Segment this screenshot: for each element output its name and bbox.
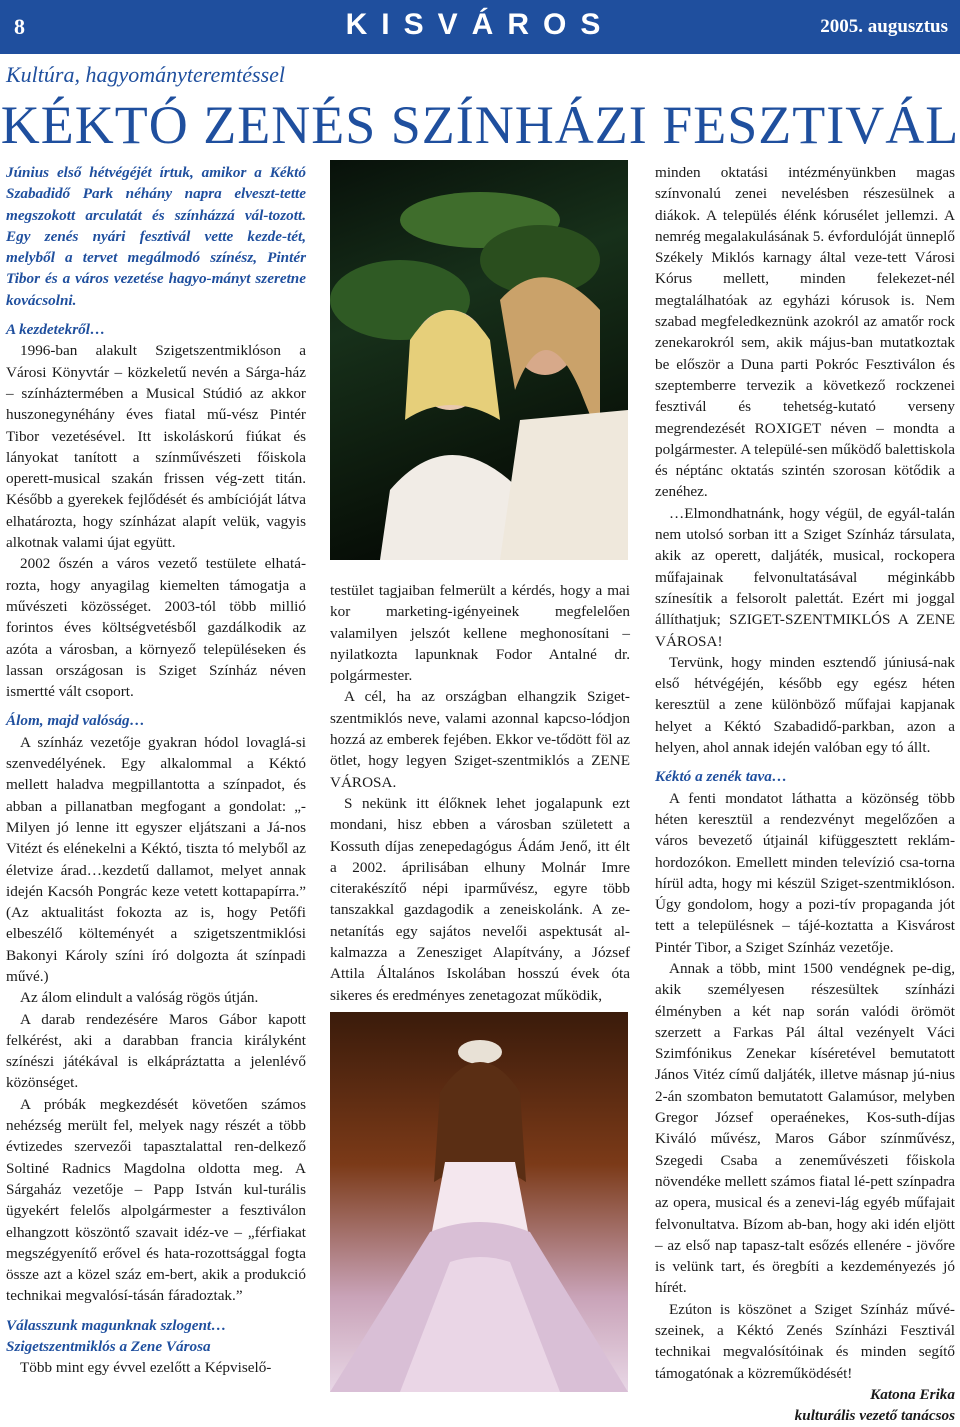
photo-illustration <box>330 160 628 560</box>
paragraph: A darab rendezésére Maros Gábor kapott felkérést, aki a darabban francia királyként színészi játékával is elkápráztatta a jelenlévő közönséget. <box>6 1010 306 1092</box>
paragraph: A cél, ha az országban elhangzik Sziget-szentmiklós neve, valami azonnal kapcso-lódjon hozzá az emberek fejében. Ekkor ve-tődött föl az ötlet, hogy legyen Sziget-szentmiklós a ZENE VÁROSA. <box>330 688 630 791</box>
paragraph: Annak a több, mint 1500 vendégnek pe-dig, akik személyesen részesültek színházi élményben a két nap során valódi örömöt szerzett a Farkas Pál által vezényelt Váci Szimfónikus Zenekar kíséretével bemutatott János Vitéz című daljáték, illetve másnap jú-nius 2-án szombaton bemutatott Galamúsor, melyben Gregor József operaénekes, Kos-suth-díjas Kiváló művész, Maros Gábor színművész, Szegedi Csaba a zeneművészeti főiskola növendéke mellett számos fiatal lé-pett színpadra az opera, musical és a zenevi-lág egyéb műfajait felvonultatva. Bízom ab-ban, hogy aki idén eljött – az első nap tapasz-talt esőzés ellenére - jövőre is velünk tart, és öregbíti a kezdeményezés jó hírét. <box>655 959 955 1297</box>
lead-paragraph: Június első hétvégéjét írtuk, amikor a Kéktó Szabadidő Park néhány napra elveszt-tette megszokott arculatát és színházzá vál-tozott. Egy zenés nyári fesztivál vette kezde-tét, melyből a tervet megálmodó színész, Pintér Tibor és a város vezetése hagyo-mányt szeretne kovácsolni. <box>6 164 306 309</box>
paragraph: Több mint egy évvel ezelőtt a Képviselő- <box>20 1359 272 1377</box>
masthead: KISVÁROS <box>345 8 615 41</box>
photo-couple-with-wreaths <box>330 160 628 560</box>
photo-girl-in-gown <box>330 1012 628 1392</box>
column-1 <box>6 162 306 1379</box>
subheading: Szigetszentmiklós a Zene Városa <box>6 1338 211 1356</box>
paragraph: A próbák megkezdését követően számos nehézség merült fel, melyek nagy részét a több évtizedes szervezői tapasztalattal ren-delkező Soltiné Radnics Magdolna oldotta meg. A Sárgaház vezetője – Papp István kul-turális ügyekért felelős alpolgármester a fesztiválon elhangzott köszöntő szavait idéz-ve – „férfiakat megszégyenítő erővel és hata-rozottsággal fogta össze azt a közel száz em-bert, akik a produkció technikai megvalósí-tásán fáradoztak.” <box>6 1095 306 1305</box>
paragraph: Tervünk, hogy minden esztendő júniusá-nak első hétvégéjén, később egy egész héten keresztül a zene különböző műfajai kapjanak helyet a Kéktó Szabadidő-parkban, azon a helyen, ahol annak idején valóban egy tó állt. <box>655 653 955 757</box>
header-bar <box>0 0 960 54</box>
photo-illustration <box>330 1012 628 1392</box>
subheading: A kezdetekről… <box>6 321 106 339</box>
subheading: Álom, majd valóság… <box>6 712 145 730</box>
paragraph: Ezúton is köszönet a Sziget Színház művé-szeinek, a Kéktó Zenés Színházi Fesztivál technikai megvalósítóinak és minden segítő támogatónak a közreműködését! <box>655 1300 955 1382</box>
author-name: Katona Erika <box>870 1385 955 1403</box>
issue-date: 2005. augusztus <box>820 16 948 37</box>
column-3 <box>655 162 955 1427</box>
paragraph: A színház vezetője gyakran hódol lovaglá-si szenvedélyének. Egy alkalommal a Kéktó mellett haladva megpillantotta a színpadot, és abban a pillanatban megfogant a gondolat: „-Milyen jó lenne itt egyszer eljátszani a Já-nos Vitézt és elénekelni a Kéktó, tiszta tó melyből az életvize árad…kezdetű dallamot, melyet annak idején Kacsóh Pongrác keze vetett kottapapírra.” (Az aktualitást fokozta az is, hogy Petőfi elbeszélő költeményét a szigetszentmiklósi Bakonyi Károly színi író dolgozta át színpadi művé.) <box>6 733 306 985</box>
paragraph: minden oktatási intézményünkben magas színvonalú zenei nevelésben részesülnek a diákok. A település élénk kórusélet jellemzi. A nemrég megalakulásának 5. évfordulóját ünneplő Székely Miklós karnagy által veze-tett Városi Kórus mellett, minden felekezet-nél megtalálhatóak az egyházi kórusok is. Nem szabad megfeledkeznünk azokról az amatőr rock zenekarokról sem, akik május-ban mutatkoztak be először a Duna parti Pokróc Fesztiválon és szeptemberre tervezik a következő rockzenei fesztivál és tehetség-kutató verseny megrendezését ROXIGET néven – mondta a polgármester. A települé-sen működő balettiskola és néptánc oktatás szintén szorosan kötődik a zenéhez. <box>655 164 955 501</box>
paragraph: testület tagjaiban felmerült a kérdés, hogy a mai kor marketing-igényeinek megfelelően valamilyen jelszót kellene meghonosítani – nyilatkozta lapunknak Fodor Antalné dr. polgármester. <box>330 582 630 685</box>
column-2 <box>330 580 630 1006</box>
paragraph: A fenti mondatot láthatta a közönség több héten keresztül a rendezvényt megelőzően a város bevezető útjainál kifüggesztett reklám-hordozókon. Emellett minden televízió csa-torna hírül adta, hogy mi készül Sziget-szentmiklóson. Úgy gondolom, hogy a pozi-tív propaganda jót tett a településnek – tájé-koztatta a Kisvárost Pintér Tibor, a Sziget Színház vezetője. <box>655 789 955 956</box>
page-number: 8 <box>14 14 25 39</box>
section-title: Kultúra, hagyományteremtéssel <box>6 62 286 87</box>
paragraph: 2002 őszén a város vezető testülete elhatá-rozta, hogy anyagilag kiemelten támogatja a művészeti közösséget. 2003-tól több millió forintos éves költségvetésből gazdálkodik az azóta a városban, a környező településeken és lassan országosan is Sziget Színház néven ismertté vált csoport. <box>6 555 306 701</box>
paragraph: Az álom elindult a valóság rögös útján. <box>20 989 259 1007</box>
subheading: Válasszunk magunknak szlogent… <box>6 1316 227 1334</box>
subheading: Kéktó a zenék tava… <box>655 768 788 786</box>
paragraph: S nekünk itt élőknek lehet jogalapunk ezt mondani, hisz ebben a városban született a Kossuth díjas zenepedagógus Ádám Jenő, itt élt a 2002. áprilisában elhuny Molnár Imre citerakészítő népi iparművész, egyre több tanszakkal gazdagodik a zeneiskolánk. A ze-netanítás egy sajátos nevelői aspektusát al-kalmazza a Zenesziget Alapítvány, a József Attila Általános Iskolában hosszú évek óta sikeres és eredményes zenetagozat működik, <box>330 794 630 1004</box>
article-headline: KÉKTÓ ZENÉS SZÍNHÁZI FESZTIVÁL <box>0 95 960 155</box>
author-title: kulturális vezető tanácsos <box>794 1407 955 1425</box>
paragraph: …Elmondhatnánk, hogy végül, de egyál-talán nem utolsó sorban itt a Sziget Színház társulata, akik az operett, daljáték, musical, rockopera műfajainak felvonultatásával méginkább színesítik a felsorolt palettát. Ezért mi joggal állíthatjuk; SZIGET-SZENTMIKLÓS A ZENE VÁROSA! <box>655 504 955 650</box>
paragraph: 1996-ban alakult Szigetszentmiklóson a Városi Könyvtár – közkeletű nevén a Sárga-ház – színháztermében a Musical Stúdió az akkor huszonegynéhány éves fiatal mű-vész Pintér Tibor vezetésével. Itt iskoláskorú fiúkat és lányokat tanított a színművészeti főiskola operett-musical szakán frissen vég-zett titán. Később a gyerekek fejlődését és ambícióját látva elhatározta, hogy színházat alapít velük, vagyis alkotnak valami újat együtt. <box>6 342 306 552</box>
